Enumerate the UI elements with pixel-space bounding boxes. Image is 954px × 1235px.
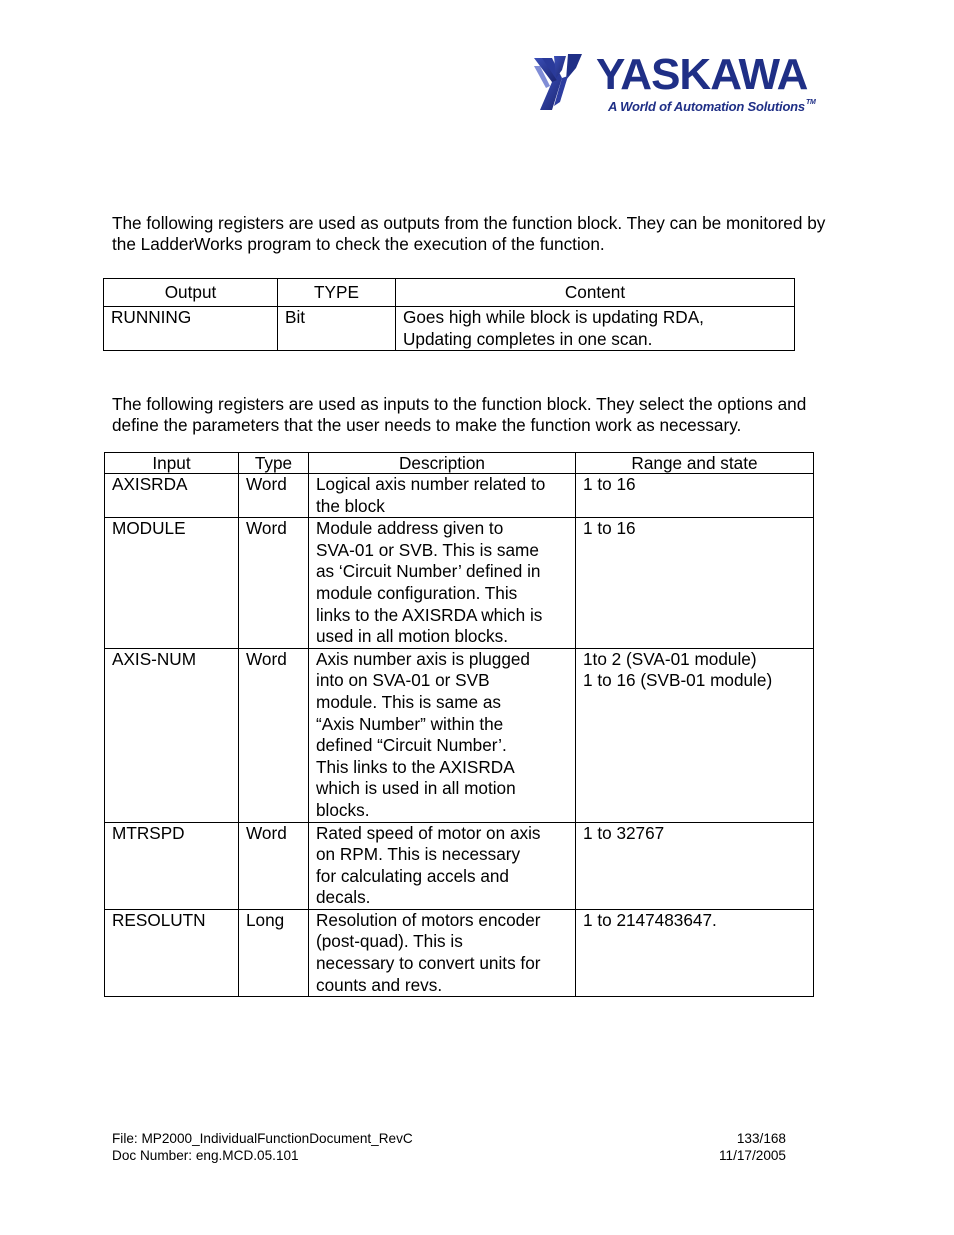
input-description-cell-line: This links to the AXISRDA [316, 756, 515, 777]
input-description-cell-line: (post-quad). This is [316, 931, 463, 952]
input-description-cell [309, 822, 576, 909]
input-range-cell [576, 909, 814, 996]
input-description-cell-line: Rated speed of motor on axis [316, 822, 541, 843]
input-type-cell: Long [239, 909, 309, 996]
input-description-cell-line: Axis number axis is plugged [316, 648, 530, 669]
input-description-cell-line: links to the AXISRDA which is [316, 604, 543, 625]
footer-left [112, 1130, 413, 1164]
column-header-input: Input [105, 453, 239, 474]
outputs-table [103, 278, 795, 351]
output-type-cell: Bit [278, 307, 396, 351]
input-range-cell [576, 648, 814, 822]
yaskawa-y-emblem-icon [532, 52, 598, 114]
input-name-cell: AXISRDA [105, 474, 239, 518]
input-description-cell-line: used in all motion blocks. [316, 626, 509, 647]
input-type-cell: Word [239, 822, 309, 909]
input-name-cell: MODULE [105, 518, 239, 649]
input-range-cell-line: 1to 2 (SVA-01 module) [583, 648, 757, 669]
column-header-content: Content [396, 279, 795, 307]
input-description-cell-line: Resolution of motors encoder [316, 909, 541, 930]
input-description-cell-line: Logical axis number related to [316, 474, 546, 494]
footer-right [600, 1130, 786, 1164]
input-name-cell: AXIS-NUM [105, 648, 239, 822]
column-header-type: TYPE [278, 279, 396, 307]
table-header-row [105, 453, 814, 474]
trademark-mark: TM [805, 99, 816, 106]
input-type-cell: Word [239, 474, 309, 518]
outputs-intro-paragraph: The following registers are used as outputs from the function block. They can be monitored by the LadderWorks program to check the execution of the function. [112, 213, 826, 254]
input-range-cell [576, 822, 814, 909]
table-row [105, 909, 814, 996]
logo-tagline-text: A World of Automation Solutions [608, 99, 805, 114]
input-range-cell [576, 474, 814, 518]
input-description-cell [309, 909, 576, 996]
logo-tagline [608, 99, 816, 114]
input-description-cell-line: into on SVA-01 or SVB [316, 670, 490, 691]
input-description-cell-line: blocks. [316, 799, 370, 820]
inputs-intro-paragraph: The following registers are used as inputs to the function block. They select the options and define the parameters that the user needs to make the function work as necessary. [112, 394, 807, 435]
input-range-cell-line: 1 to 16 (SVB-01 module) [583, 670, 773, 691]
input-range-cell-line: 1 to 32767 [583, 822, 665, 843]
output-content-cell [396, 307, 795, 351]
column-header-range: Range and state [576, 453, 814, 474]
input-name-cell: MTRSPD [105, 822, 239, 909]
footer-date: 11/17/2005 [718, 1148, 786, 1163]
input-description-cell-line: which is used in all motion [316, 778, 516, 799]
input-description-cell-line: necessary to convert units for [316, 953, 541, 974]
output-name-cell: RUNNING [104, 307, 278, 351]
column-header-type: Type [239, 453, 309, 474]
inputs-table-body [105, 474, 814, 997]
input-range-cell-line: 1 to 16 [583, 518, 636, 539]
table-row [105, 648, 814, 822]
yaskawa-logo [532, 52, 822, 118]
column-header-output: Output [104, 279, 278, 307]
input-description-cell-line: SVA-01 or SVB. This is same [316, 539, 539, 560]
input-range-cell-line: 1 to 2147483647. [583, 909, 717, 930]
table-header-row [104, 279, 795, 307]
input-description-cell [309, 648, 576, 822]
input-description-cell [309, 518, 576, 649]
input-description-cell-line: on RPM. This is necessary [316, 844, 521, 865]
table-row [105, 822, 814, 909]
input-description-cell-line: as ‘Circuit Number’ defined in [316, 561, 541, 582]
input-description-cell-line: decals. [316, 887, 371, 908]
input-description-cell-line: for calculating accels and [316, 865, 509, 886]
footer-page-number: 133/168 [736, 1131, 786, 1146]
table-row [105, 474, 814, 518]
input-type-cell: Word [239, 518, 309, 649]
inputs-table [104, 452, 814, 997]
content-line: Updating completes in one scan. [403, 328, 653, 349]
footer-doc-number: Doc Number: eng.MCD.05.101 [112, 1148, 299, 1163]
table-row [104, 307, 795, 351]
logo-wordmark: YASKAWA [596, 50, 808, 99]
column-header-description: Description [309, 453, 576, 474]
input-description-cell-line: module. This is same as [316, 691, 502, 712]
input-description-cell-line: “Axis Number” within the [316, 713, 504, 734]
input-type-cell: Word [239, 648, 309, 822]
input-description-cell-line: defined “Circuit Number’. [316, 735, 507, 756]
input-description-cell-line: Module address given to [316, 518, 504, 539]
input-description-cell [309, 474, 576, 518]
content-line: Goes high while block is updating RDA, [403, 307, 704, 327]
table-row [105, 518, 814, 649]
input-range-cell-line: 1 to 16 [583, 474, 636, 494]
input-description-cell-line: counts and revs. [316, 974, 443, 995]
input-range-cell [576, 518, 814, 649]
footer-file: File: MP2000_IndividualFunctionDocument_RevC [112, 1131, 413, 1146]
input-name-cell: RESOLUTN [105, 909, 239, 996]
input-description-cell-line: the block [316, 495, 385, 516]
input-description-cell-line: module configuration. This [316, 582, 518, 603]
